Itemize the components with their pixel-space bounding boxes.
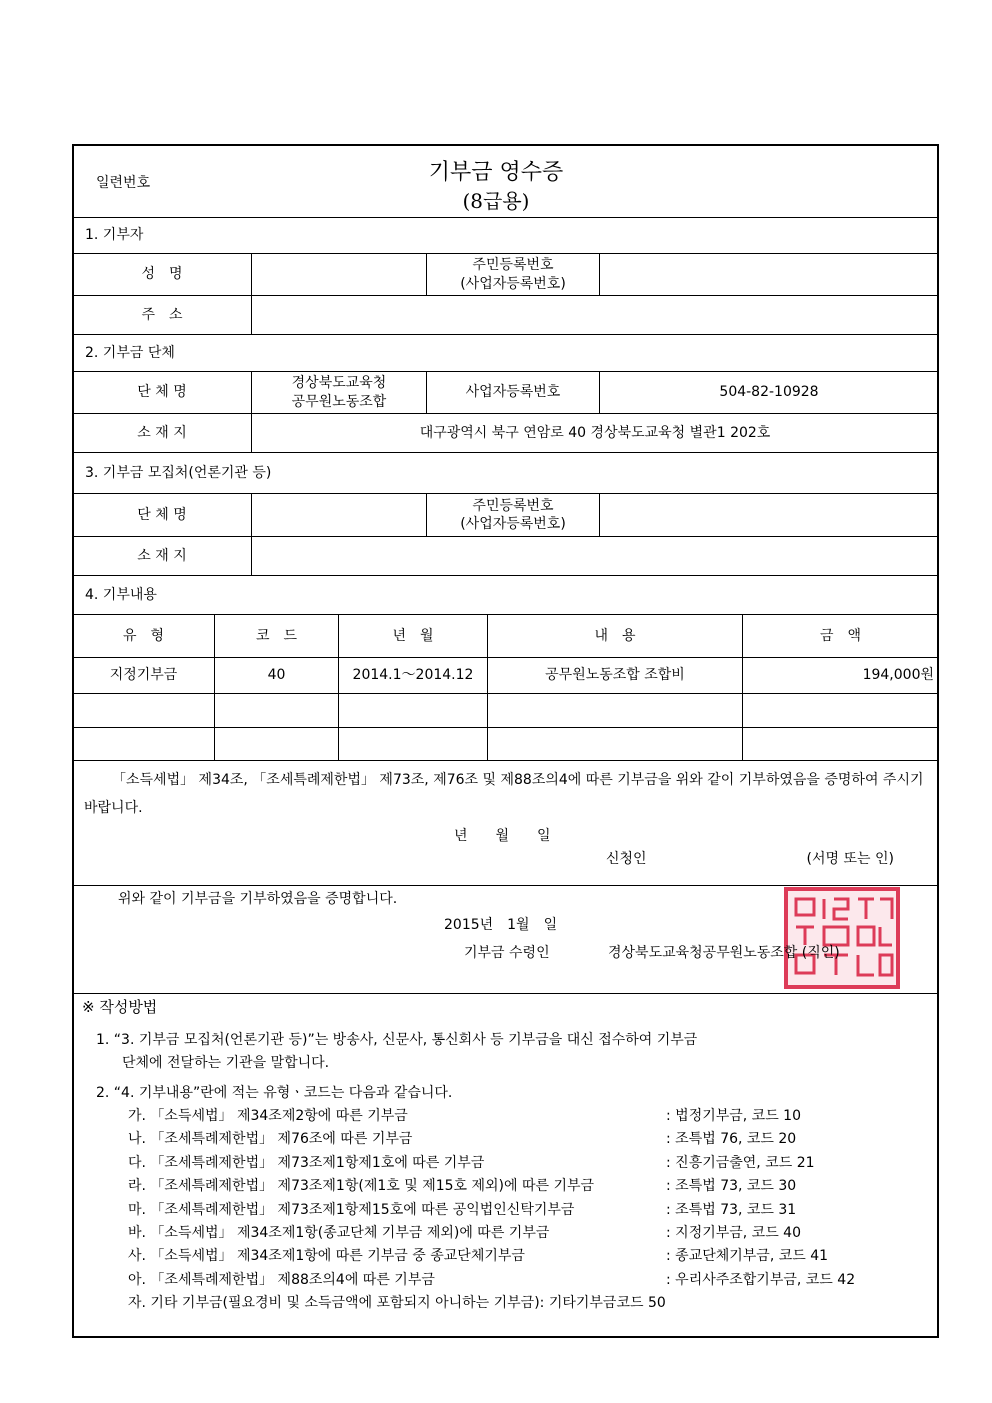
code-item [82, 1175, 932, 1198]
id-label-line2: (사업자등록번호) [460, 516, 566, 532]
org-name-label: 단 체 명 [72, 371, 252, 414]
recipient-label: 기부금 수령인 [464, 945, 550, 961]
org-biz-label: 사업자등록번호 [426, 371, 600, 414]
org-biz-value: 504-82-10928 [599, 371, 939, 414]
notes-section [82, 996, 932, 1316]
collector-name-label: 단 체 명 [72, 493, 252, 537]
code-item [82, 1245, 932, 1268]
declaration-content [84, 766, 930, 870]
col-header-type: 유 형 [72, 614, 215, 658]
empty-cell[interactable] [338, 693, 488, 728]
serial-label: 일련번호 [96, 175, 151, 191]
signature-label: (서명 또는 인) [806, 851, 894, 867]
row1-amount: 194,000원 [742, 657, 939, 694]
row1-content: 공무원노동조합 조합비 [487, 657, 743, 694]
note-1-line2: 단체에 전달하는 기관을 말합니다. [122, 1055, 330, 1071]
id-label-line2: (사업자등록번호) [460, 275, 566, 292]
section-contents: 4. 기부내용 [72, 575, 939, 615]
declaration-date: 년 월 일 [454, 828, 551, 844]
col-header-code: 코 드 [214, 614, 339, 658]
code-item [82, 1105, 932, 1128]
empty-cell[interactable] [214, 693, 339, 728]
col-header-amount: 금 액 [742, 614, 939, 658]
code-item [82, 1292, 932, 1315]
code-item [82, 1152, 932, 1175]
code-item-desc: 라. 「조세특례제한법」 제73조제1항(제1호 및 제15호 제외)에 따른 기부금 [128, 1178, 595, 1195]
code-item-value: : 우리사주조합기부금, 코드 42 [666, 1271, 856, 1288]
empty-cell[interactable] [72, 693, 215, 728]
code-item-value: : 법정기부금, 코드 10 [666, 1108, 801, 1124]
page-subtitle: (8급용) [462, 189, 530, 213]
row1-code: 40 [214, 657, 339, 694]
official-seal-stamp [784, 887, 900, 989]
collector-name-field[interactable] [251, 493, 427, 537]
code-item-value: : 종교단체기부금, 코드 41 [666, 1248, 829, 1265]
certification-text: 위와 같이 기부금을 기부하였음을 증명합니다. [118, 891, 398, 907]
donor-name-label: 성 명 [72, 253, 252, 296]
recipient-name: 경상북도교육청공무원노동조합 (직인) [608, 945, 840, 961]
collector-id-field[interactable] [599, 493, 939, 537]
row1-period: 2014.1～2014.12 [338, 657, 488, 694]
empty-cell[interactable] [72, 727, 215, 761]
collector-loc-field[interactable] [251, 536, 939, 576]
section-collector: 3. 기부금 모집처(언론기관 등) [72, 452, 939, 494]
org-loc-label: 소 재 지 [72, 413, 252, 453]
section-org: 2. 기부금 단체 [72, 334, 939, 372]
certification-date: 2015년 1월 일 [444, 917, 558, 933]
note-2: 2. “4. 기부내용”란에 적는 유형ㆍ코드는 다음과 같습니다. [96, 1085, 453, 1101]
empty-cell[interactable] [487, 693, 743, 728]
code-item [82, 1222, 932, 1245]
col-header-content: 내 용 [487, 614, 743, 658]
empty-cell[interactable] [487, 727, 743, 761]
donor-id-field[interactable] [599, 253, 939, 296]
declaration-date-row [84, 824, 930, 848]
empty-cell[interactable] [338, 727, 488, 761]
applicant-label: 신청인 [606, 851, 647, 867]
org-name-value [251, 371, 427, 414]
empty-cell[interactable] [214, 727, 339, 761]
declaration-text: 「소득세법」 제34조, 「조세특례제한법」 제73조, 제76조 및 제88조의4에 따른 기부금을 위와 같이 기부하였음을 증명하여 주시기 바랍니다. [84, 772, 924, 816]
code-item-desc: 바. 「소득세법」 제34조제1항(종교단체 기부금 제외)에 따른 기부금 [128, 1225, 550, 1242]
code-item-desc: 나. 「조세특례제한법」 제76조에 따른 기부금 [128, 1131, 413, 1148]
row1-type: 지정기부금 [72, 657, 215, 694]
collector-id-label [426, 493, 600, 537]
note-1-line1: 1. “3. 기부금 모집처(언론기관 등)”는 방송사, 신문사, 통신회사 등 기부금을 대신 접수하여 기부금 [96, 1032, 698, 1048]
code-item-value: : 진흥기금출연, 코드 21 [666, 1154, 815, 1171]
donor-address-field[interactable] [251, 295, 939, 335]
code-item [82, 1269, 932, 1292]
code-item-value: : 조특법 76, 코드 20 [666, 1131, 797, 1148]
applicant-row [84, 848, 930, 870]
code-item-desc: 가. 「소득세법」 제34조제2항에 따른 기부금 [128, 1108, 408, 1124]
code-item-desc: 아. 「조세특례제한법」 제88조의4에 따른 기부금 [128, 1271, 435, 1288]
code-item-desc: 다. 「조세특례제한법」 제73조제1항제1호에 따른 기부금 [128, 1154, 485, 1171]
notes-title: ※ 작성방법 [82, 998, 158, 1016]
code-item-value: : 조특법 73, 코드 31 [666, 1201, 797, 1218]
donor-id-label [426, 253, 600, 296]
org-name-line2: 공무원노동조합 [291, 393, 387, 410]
donor-address-label: 주 소 [72, 295, 252, 335]
org-loc-value: 대구광역시 북구 연암로 40 경상북도교육청 별관1 202호 [251, 413, 939, 453]
page-title: 기부금 영수증 [428, 160, 564, 185]
collector-loc-label: 소 재 지 [72, 536, 252, 576]
code-item-value: : 조특법 73, 코드 30 [666, 1178, 797, 1195]
code-list [82, 1105, 932, 1316]
code-item-value: : 지정기부금, 코드 40 [666, 1225, 801, 1242]
id-label-line1: 주민등록번호 [472, 257, 554, 274]
code-item-desc: 사. 「소득세법」 제34조제1항에 따른 기부금 중 종교단체기부금 [128, 1248, 525, 1265]
org-name-line1: 경상북도교육청 [291, 375, 387, 392]
empty-cell[interactable] [742, 693, 939, 728]
code-item-desc: 자. 기타 기부금(필요경비 및 소득금액에 포함되지 아니하는 기부금): 기타기부금코드 50 [128, 1295, 666, 1312]
col-header-period: 년 월 [338, 614, 488, 658]
code-item [82, 1199, 932, 1222]
section-donor: 1. 기부자 [72, 217, 939, 254]
donor-name-field[interactable] [251, 253, 427, 296]
id-label-line1: 주민등록번호 [472, 497, 554, 514]
code-item [82, 1128, 932, 1151]
empty-cell[interactable] [742, 727, 939, 761]
code-item-desc: 마. 「조세특례제한법」 제73조제1항제15호에 따른 공익법인신탁기부금 [128, 1201, 575, 1218]
